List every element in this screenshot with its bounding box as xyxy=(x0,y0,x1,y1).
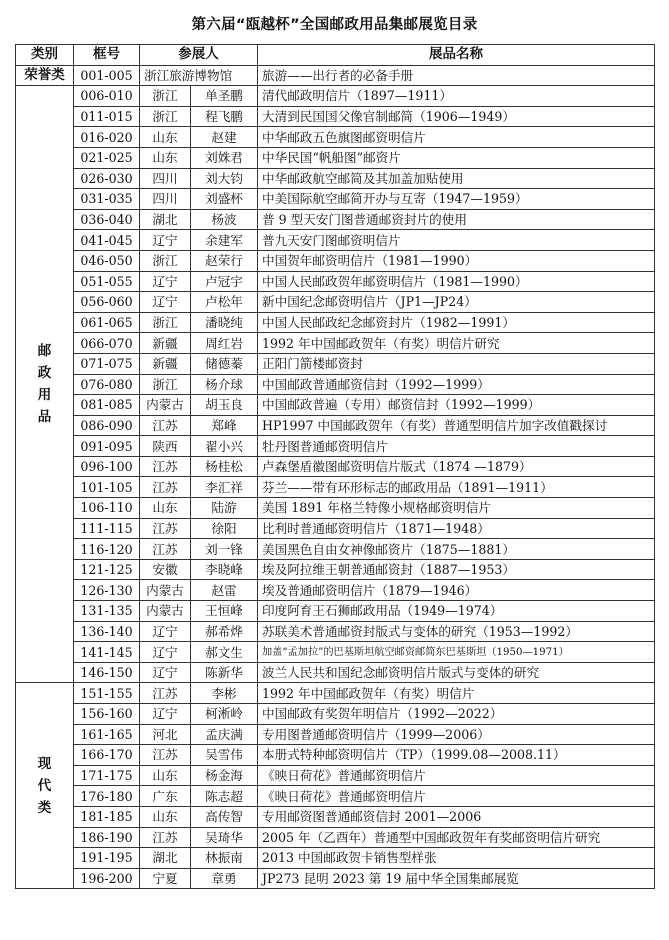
table-row xyxy=(16,518,655,539)
exhibit-cell: 中国邮政普通邮资信封（1992—1999） xyxy=(258,374,655,395)
frame-cell: 091-095 xyxy=(74,436,140,457)
exhibit-cell: 本册式特种邮资明信片（TP）（1999.08—2008.11） xyxy=(258,745,655,766)
exhibit-cell: HP1997 中国邮政贺年（有奖）普通型明信片加字改值戳探讨 xyxy=(258,415,655,436)
frame-cell: 131-135 xyxy=(74,601,140,622)
exhibitor-cell: 潘晓纯 xyxy=(191,312,258,333)
table-row xyxy=(16,106,655,127)
exhibit-cell: 芬兰——带有环形标志的邮政用品（1891—1911） xyxy=(258,477,655,498)
exhibit-cell: 2005 年（乙酉年）普通型中国邮政贺年有奖邮资明信片研究 xyxy=(258,827,655,848)
frame-cell: 061-065 xyxy=(74,312,140,333)
exhibitor-cell: 郑峰 xyxy=(191,415,258,436)
table-row xyxy=(16,168,655,189)
province-cell: 辽宁 xyxy=(140,292,191,313)
frame-cell: 146-150 xyxy=(74,662,140,683)
category-label: 现代类 xyxy=(37,755,52,816)
frame-cell: 136-140 xyxy=(74,621,140,642)
header-frame: 框号 xyxy=(74,45,140,66)
frame-cell: 046-050 xyxy=(74,250,140,271)
table-row xyxy=(16,209,655,230)
table-row xyxy=(16,230,655,251)
exhibit-cell: 清代邮政明信片（1897—1911） xyxy=(258,86,655,107)
category-cell xyxy=(16,86,74,683)
exhibit-cell: 《映日荷花》普通邮资明信片 xyxy=(258,765,655,786)
frame-cell: 056-060 xyxy=(74,292,140,313)
exhibit-cell: 中华邮政航空邮简及其加盖加贴使用 xyxy=(258,168,655,189)
category-label: 邮政用品 xyxy=(37,343,52,426)
frame-cell: 066-070 xyxy=(74,333,140,354)
exhibit-cell: 中美国际航空邮简开办与互寄（1947—1959） xyxy=(258,189,655,210)
exhibitor-cell: 胡玉良 xyxy=(191,395,258,416)
exhibitor-cell: 章勇 xyxy=(191,868,258,889)
exhibitor-cell: 徐阳 xyxy=(191,518,258,539)
frame-cell: 086-090 xyxy=(74,415,140,436)
exhibitor-cell: 王恒峰 xyxy=(191,601,258,622)
exhibitor-cell: 刘一锋 xyxy=(191,539,258,560)
exhibitor-cell: 郝希烨 xyxy=(191,621,258,642)
exhibit-cell: 中华邮政五色旗图邮资明信片 xyxy=(258,127,655,148)
exhibit-cell: 加盖“孟加拉”的巴基斯坦航空邮资邮简东巴基斯坦（1950—1971） xyxy=(258,642,655,663)
table-row xyxy=(16,683,655,704)
table-row xyxy=(16,580,655,601)
table-row xyxy=(16,374,655,395)
table-row xyxy=(16,662,655,683)
frame-cell: 181-185 xyxy=(74,806,140,827)
exhibitor-cell: 储德蓁 xyxy=(191,353,258,374)
province-cell: 内蒙古 xyxy=(140,601,191,622)
exhibitor-cell: 杨桂松 xyxy=(191,456,258,477)
frame-cell: 191-195 xyxy=(74,848,140,869)
table-row xyxy=(16,848,655,869)
exhibit-cell: 专用邮资图普通邮资信封 2001—2006 xyxy=(258,806,655,827)
province-cell: 江苏 xyxy=(140,456,191,477)
frame-cell: 106-110 xyxy=(74,498,140,519)
frame-cell: 011-015 xyxy=(74,106,140,127)
exhibit-cell: 比利时普通邮资明信片（1871—1948） xyxy=(258,518,655,539)
table-row xyxy=(16,271,655,292)
frame-cell: 021-025 xyxy=(74,147,140,168)
exhibitor-cell: 刘盛杯 xyxy=(191,189,258,210)
table-row xyxy=(16,436,655,457)
province-cell: 广东 xyxy=(140,786,191,807)
exhibitor-cell: 单圣鹏 xyxy=(191,86,258,107)
exhibitor-cell: 李汇祥 xyxy=(191,477,258,498)
frame-cell: 186-190 xyxy=(74,827,140,848)
frame-cell: 121-125 xyxy=(74,559,140,580)
exhibit-cell: 印度阿育王石狮邮政用品（1949—1974） xyxy=(258,601,655,622)
province-cell: 江苏 xyxy=(140,539,191,560)
province-cell: 江苏 xyxy=(140,745,191,766)
exhibitor-cell: 吴琦华 xyxy=(191,827,258,848)
exhibitor-cell: 赵建 xyxy=(191,127,258,148)
exhibit-cell: 普 9 型天安门图普通邮资封片的使用 xyxy=(258,209,655,230)
table-row xyxy=(16,498,655,519)
province-cell: 山东 xyxy=(140,498,191,519)
frame-cell: 016-020 xyxy=(74,127,140,148)
province-cell: 浙江 xyxy=(140,250,191,271)
frame-cell: 051-055 xyxy=(74,271,140,292)
province-cell: 湖北 xyxy=(140,848,191,869)
province-cell: 辽宁 xyxy=(140,704,191,725)
province-cell: 陕西 xyxy=(140,436,191,457)
exhibit-cell: 专用图普通邮资明信片（1999—2006） xyxy=(258,724,655,745)
exhibitor-cell: 林振南 xyxy=(191,848,258,869)
exhibitor-cell: 刘姝君 xyxy=(191,147,258,168)
table-row xyxy=(16,333,655,354)
exhibitor-cell: 吴雪伟 xyxy=(191,745,258,766)
exhibitor-cell: 杨介球 xyxy=(191,374,258,395)
province-cell: 安徽 xyxy=(140,559,191,580)
table-row xyxy=(16,127,655,148)
exhibit-cell: 1992 年中国邮政贺年（有奖）明信片研究 xyxy=(258,333,655,354)
exhibit-cell: 美国 1891 年格兰特像小规格邮资明信片 xyxy=(258,498,655,519)
province-cell: 新疆 xyxy=(140,333,191,354)
province-cell: 浙江 xyxy=(140,86,191,107)
frame-cell: 081-085 xyxy=(74,395,140,416)
exhibitor-cell: 周红岩 xyxy=(191,333,258,354)
header-exhibit: 展品名称 xyxy=(258,45,655,66)
province-cell: 江苏 xyxy=(140,518,191,539)
frame-cell: 171-175 xyxy=(74,765,140,786)
table-row xyxy=(16,147,655,168)
province-cell: 浙江 xyxy=(140,312,191,333)
province-cell: 四川 xyxy=(140,189,191,210)
honor-row xyxy=(16,65,655,86)
frame-cell: 036-040 xyxy=(74,209,140,230)
province-cell: 新疆 xyxy=(140,353,191,374)
frame-cell: 156-160 xyxy=(74,704,140,725)
exhibit-cell: 牡丹图普通邮资明信片 xyxy=(258,436,655,457)
exhibit-cell: 《映日荷花》普通邮资明信片 xyxy=(258,786,655,807)
frame-cell: 101-105 xyxy=(74,477,140,498)
table-row xyxy=(16,806,655,827)
frame-cell: 076-080 xyxy=(74,374,140,395)
province-cell: 宁夏 xyxy=(140,868,191,889)
frame-cell: 041-045 xyxy=(74,230,140,251)
exhibitor-cell: 柯淅岭 xyxy=(191,704,258,725)
exhibit-cell: 正阳门箭楼邮资封 xyxy=(258,353,655,374)
exhibitor-cell: 赵荣行 xyxy=(191,250,258,271)
frame-cell: 031-035 xyxy=(74,189,140,210)
table-row xyxy=(16,868,655,889)
province-cell: 湖北 xyxy=(140,209,191,230)
exhibitor-cell: 高传智 xyxy=(191,806,258,827)
province-cell: 辽宁 xyxy=(140,642,191,663)
exhibit-cell: 普九天安门图邮资明信片 xyxy=(258,230,655,251)
province-cell: 内蒙古 xyxy=(140,580,191,601)
table-row xyxy=(16,745,655,766)
exhibit-cell: JP273 昆明 2023 第 19 届中华全国集邮展览 xyxy=(258,868,655,889)
exhibit-cell: 卢森堡盾徽图邮资明信片版式（1874 —1879） xyxy=(258,456,655,477)
province-cell: 辽宁 xyxy=(140,662,191,683)
table-row xyxy=(16,415,655,436)
table-row xyxy=(16,292,655,313)
exhibitor-cell: 李晓峰 xyxy=(191,559,258,580)
province-cell: 辽宁 xyxy=(140,621,191,642)
exhibit-cell: 中国贺年邮资明信片（1981—1990） xyxy=(258,250,655,271)
frame-cell: 006-010 xyxy=(74,86,140,107)
exhibitor-cell: 余建军 xyxy=(191,230,258,251)
exhibitor-cell: 翟小兴 xyxy=(191,436,258,457)
exhibitor-cell: 孟庆满 xyxy=(191,724,258,745)
honor-exhibit: 旅游——出行者的必备手册 xyxy=(258,65,655,86)
province-cell: 山东 xyxy=(140,765,191,786)
table-row xyxy=(16,477,655,498)
frame-cell: 116-120 xyxy=(74,539,140,560)
exhibit-cell: 大清到民国国父像官制邮简（1906—1949） xyxy=(258,106,655,127)
exhibit-cell: 埃及普通邮资明信片（1879—1946） xyxy=(258,580,655,601)
exhibitor-cell: 郝文生 xyxy=(191,642,258,663)
frame-cell: 176-180 xyxy=(74,786,140,807)
exhibitor-cell: 刘大钧 xyxy=(191,168,258,189)
province-cell: 辽宁 xyxy=(140,271,191,292)
exhibitor-cell: 陈志超 xyxy=(191,786,258,807)
table-row xyxy=(16,704,655,725)
header-category: 类别 xyxy=(16,45,74,66)
exhibit-cell: 中国邮政普遍（专用）邮资信封（1992—1999） xyxy=(258,395,655,416)
exhibit-cell: 波兰人民共和国纪念邮资明信片版式与变体的研究 xyxy=(258,662,655,683)
frame-cell: 026-030 xyxy=(74,168,140,189)
table-row xyxy=(16,250,655,271)
exhibitor-cell: 卢冠宇 xyxy=(191,271,258,292)
exhibitor-cell: 陆游 xyxy=(191,498,258,519)
exhibit-cell: 1992 年中国邮政贺年（有奖）明信片 xyxy=(258,683,655,704)
exhibit-cell: 中国邮政有奖贺年明信片（1992—2022） xyxy=(258,704,655,725)
province-cell: 河北 xyxy=(140,724,191,745)
province-cell: 山东 xyxy=(140,147,191,168)
exhibit-cell: 中国人民邮政纪念邮资封片（1982—1991） xyxy=(258,312,655,333)
table-row xyxy=(16,621,655,642)
table-row xyxy=(16,724,655,745)
exhibit-cell: 埃及阿拉维王朝普通邮资封（1887—1953） xyxy=(258,559,655,580)
table-row xyxy=(16,539,655,560)
page-title: 第六届“瓯越杯”全国邮政用品集邮展览目录 xyxy=(191,17,478,33)
header-exhibitor: 参展人 xyxy=(140,45,258,66)
frame-cell: 111-115 xyxy=(74,518,140,539)
province-cell: 江苏 xyxy=(140,683,191,704)
frame-cell: 071-075 xyxy=(74,353,140,374)
table-row xyxy=(16,395,655,416)
exhibitor-cell: 程飞鹏 xyxy=(191,106,258,127)
exhibitor-cell: 赵雷 xyxy=(191,580,258,601)
table-row xyxy=(16,312,655,333)
frame-cell: 096-100 xyxy=(74,456,140,477)
province-cell: 山东 xyxy=(140,127,191,148)
exhibitor-cell: 李彬 xyxy=(191,683,258,704)
province-cell: 浙江 xyxy=(140,106,191,127)
province-cell: 山东 xyxy=(140,806,191,827)
exhibitor-cell: 杨波 xyxy=(191,209,258,230)
province-cell: 辽宁 xyxy=(140,230,191,251)
province-cell: 内蒙古 xyxy=(140,395,191,416)
table-row xyxy=(16,559,655,580)
exhibitor-cell: 杨金海 xyxy=(191,765,258,786)
table-row xyxy=(16,765,655,786)
header-row xyxy=(16,45,655,66)
exhibit-cell: 中国人民邮政贺年邮资明信片（1981—1990） xyxy=(258,271,655,292)
province-cell: 浙江 xyxy=(140,374,191,395)
honor-frame: 001-005 xyxy=(74,65,140,86)
table-row xyxy=(16,827,655,848)
exhibit-cell: 苏联美术普通邮资封版式与变体的研究（1953—1992） xyxy=(258,621,655,642)
province-cell: 江苏 xyxy=(140,415,191,436)
province-cell: 江苏 xyxy=(140,477,191,498)
exhibitor-cell: 陈新华 xyxy=(191,662,258,683)
frame-cell: 141-145 xyxy=(74,642,140,663)
category-cell xyxy=(16,683,74,889)
table-row xyxy=(16,86,655,107)
province-cell: 江苏 xyxy=(140,827,191,848)
table-row xyxy=(16,189,655,210)
frame-cell: 126-130 xyxy=(74,580,140,601)
exhibit-cell: 新中国纪念邮资明信片（JP1—JP24） xyxy=(258,292,655,313)
table-row xyxy=(16,601,655,622)
frame-cell: 151-155 xyxy=(74,683,140,704)
frame-cell: 161-165 xyxy=(74,724,140,745)
province-cell: 四川 xyxy=(140,168,191,189)
table-row xyxy=(16,456,655,477)
exhibit-cell: 中华民国“帆船图”邮资片 xyxy=(258,147,655,168)
frame-cell: 196-200 xyxy=(74,868,140,889)
table-row xyxy=(16,786,655,807)
table-row xyxy=(16,353,655,374)
exhibit-cell: 2013 中国邮政贺卡销售型样张 xyxy=(258,848,655,869)
exhibitor-cell: 卢松年 xyxy=(191,292,258,313)
exhibit-cell: 美国黑色自由女神像邮资片（1875—1881） xyxy=(258,539,655,560)
honor-category: 荣誉类 xyxy=(16,65,74,86)
honor-exhibitor: 浙江旅游博物馆 xyxy=(140,65,258,86)
frame-cell: 166-170 xyxy=(74,745,140,766)
table-row xyxy=(16,642,655,663)
exhibit-catalog-table xyxy=(15,44,655,889)
